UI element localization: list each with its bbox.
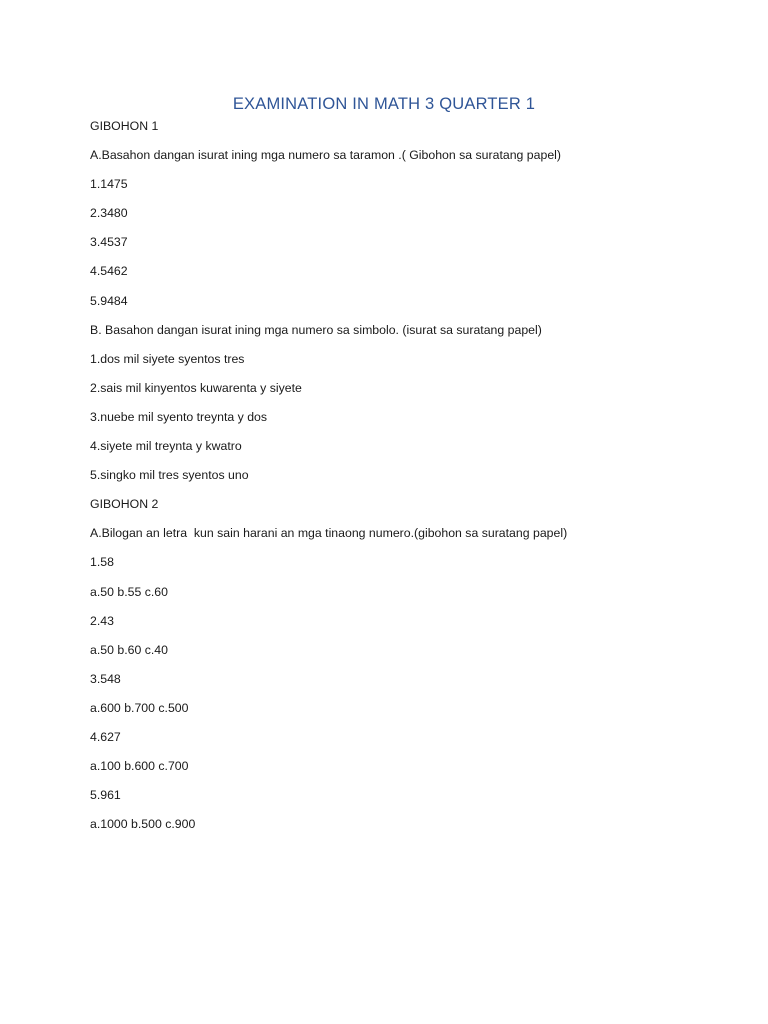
item-words: 1.dos mil siyete syentos tres xyxy=(90,351,245,366)
item-words: 4.siyete mil treynta y kwatro xyxy=(90,439,242,454)
answer-choices: a.1000 b.500 c.900 xyxy=(90,817,196,832)
answer-choices: a.600 b.700 c.500 xyxy=(90,700,189,715)
question-number: 1.58 xyxy=(90,555,114,570)
answer-choices: a.100 b.600 c.700 xyxy=(90,759,189,774)
item-words: 2.sais mil kinyentos kuwarenta y siyete xyxy=(90,380,302,395)
item-number: 2.3480 xyxy=(90,206,128,221)
item-number: 3.4537 xyxy=(90,235,128,250)
item-number: 4.5462 xyxy=(90,264,128,279)
instruction-a-part-1: A.Basahon dangan isurat ining mga numero sa taramon .( Gibohon sa suratang papel) xyxy=(90,148,561,163)
instruction-b-part-1: B. Basahon dangan isurat ining mga numero sa simbolo. (isurat sa suratang papel) xyxy=(90,322,542,337)
item-number: 1.1475 xyxy=(90,177,128,192)
instruction-a-part-2: A.Bilogan an letra kun sain harani an mga tinaong numero.(gibohon sa suratang papel) xyxy=(90,526,568,541)
section-heading-gibohon-1: GIBOHON 1 xyxy=(90,119,159,133)
question-number: 2.43 xyxy=(90,613,114,628)
section-heading-gibohon-2: GIBOHON 2 xyxy=(90,497,159,512)
item-number: 5.9484 xyxy=(90,293,128,308)
document-title: EXAMINATION IN MATH 3 QUARTER 1 xyxy=(232,95,536,113)
item-words: 5.singko mil tres syentos uno xyxy=(90,468,249,483)
document-body xyxy=(90,117,730,844)
answer-choices: a.50 b.60 c.40 xyxy=(90,642,168,657)
question-number: 5.961 xyxy=(90,788,121,803)
answer-choices: a.50 b.55 c.60 xyxy=(90,584,168,599)
question-number: 3.548 xyxy=(90,671,121,686)
question-number: 4.627 xyxy=(90,729,121,744)
item-words: 3.nuebe mil syento treynta y dos xyxy=(90,409,268,424)
